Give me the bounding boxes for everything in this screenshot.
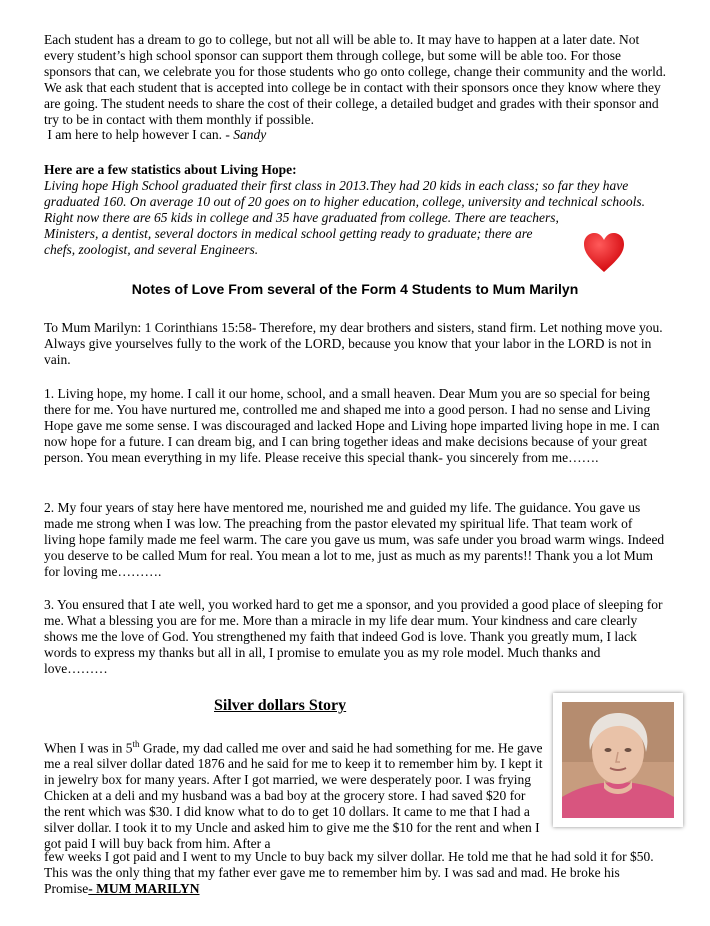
stats-line-3: chefs, zoologist, and several Engineers. <box>44 241 259 257</box>
note-3: 3. You ensured that I ate well, you worked hard to get me a sponsor, and you provided a good place of sleeping for me. What a blessing you are for me. More than a miracle in my life dear mum. Your kindness and care clearly shows me the love of God. You strengthened my faith that indeed God is love. Thank you greatly mum, I lack words to express my thanks but all in all, I promise to emulate you as my role model. Much thanks and love……… <box>44 597 663 676</box>
notes-heading: Notes of Love From several of the Form 4 Students to Mum Marilyn <box>131 281 579 297</box>
stats-line-1: Living hope High School graduated their first class in 2013.They had 20 kids in each class; so far they have graduated 160. On average 10 out of 20 goes on to higher education, college, university and technical schools. Right now there are 65 kids in college and 35 have graduated from college. There are teachers, <box>44 177 646 225</box>
mum-marilyn-signature: - MUM MARILYN <box>88 880 200 896</box>
verse-paragraph: To Mum Marilyn: 1 Corinthians 15:58- Therefore, my dear brothers and sisters, stand firm. Let nothing move you. Always give yourselves fully to the work of the LORD, because you know that your labor in the LORD is not in vain. <box>44 320 663 367</box>
story-paragraph-narrow: When I was in 5th Grade, my dad called me over and said he had something for me. He gave me a real silver dollar dated 1876 and he said for me to keep it to remember him by. I kept it in jewelry box for many years. After I got married, we were desperately poor. I was frying Chicken at a deli and my husband was a bad boy at the grocery store. I had saved $20 for the rent which was $30. I did know what to do to get 10 dollars. It came to me that I had a silver dollar. I took it to my Uncle and asked him to give me the $10 for the rent and when I got paid I will buy back from him. After a <box>44 739 543 851</box>
heart-icon <box>582 230 626 274</box>
help-line: I am here to help however I can. - Sandy <box>47 127 267 143</box>
intro-section <box>44 32 666 143</box>
story-title: Silver dollars Story <box>214 697 347 714</box>
stats-heading: Here are a few statistics about Living Hope: <box>44 162 297 177</box>
intro-paragraph: Each student has a dream to go to college, but not all will be able to. It may have to happen at a later date. Not every student’s high school sponsor can support them through college, but some will be able too. For those sponsors that can, we celebrate you for those students who go onto college, change their community and the world. We ask that each student that is accepted into college be in contact with their sponsors once they know where they are going. The student needs to share the cost of their college, a detailed budget and grades with their sponsor and try to be in contact with them monthly if possible. <box>44 32 666 127</box>
stats-section <box>44 162 666 257</box>
signature-sandy: Sandy <box>233 127 267 143</box>
portrait-photo <box>553 693 683 827</box>
portrait-image <box>562 702 674 818</box>
note-2: 2. My four years of stay here have mentored me, nourished me and guided my life. The guidance. You gave us made me strong when I was low. The preaching from the pastor elevated my spiritual life. That team work of living hope family made me feel warm. The care you gave us mum, was safe under you broad warm wings. Indeed you deserve to be called Mum for real. You mean a lot to me, just as much as my parents!! Thank you a lot Mum for loving me………. <box>44 500 665 579</box>
story-paragraph-wide: few weeks I got paid and I went to my Uncle to buy back my silver dollar. He told me that he had sold it for $50. This was the only thing that my father ever gave me to remember him by. I was sad and mad. He broke his Promise- MUM MARILYN <box>44 849 654 896</box>
stats-line-2: Ministers, a dentist, several doctors in medical school getting ready to graduate; there are <box>44 225 533 241</box>
note-1: 1. Living hope, my home. I call it our home, school, and a small heaven. Dear Mum you are so special for being there for me. You have nurtured me, controlled me and shaped me into a good person. I had no sense and Living Hope gave me some sense. I was discouraged and lacked Hope and Living hope imparted living hope in me. I can now hope for a future. I can dream big, and I can bring together ideas and make decisions because of your great person. You mean everything in my life. Please receive this special thank- you sincerely from me……. <box>44 386 660 465</box>
